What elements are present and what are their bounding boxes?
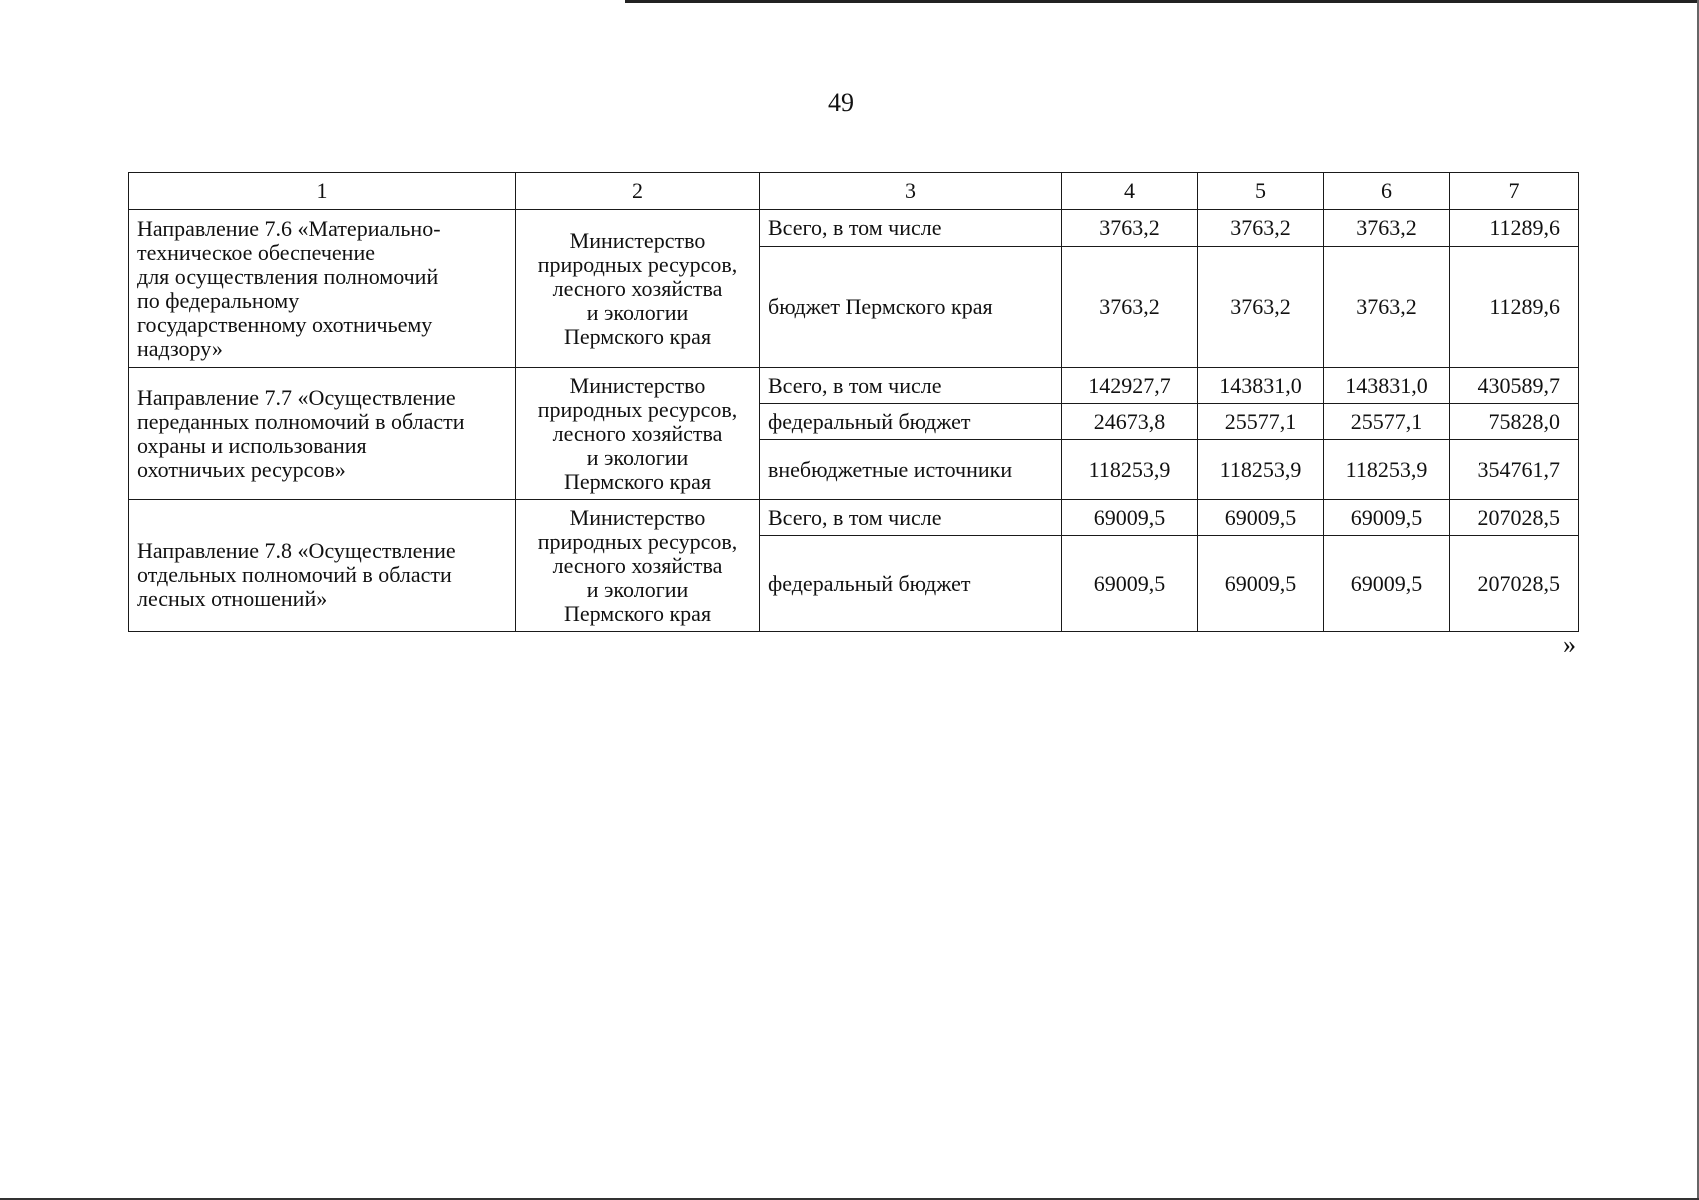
direction-line: Направление 7.7 «Осуществление xyxy=(137,384,456,410)
organization-line: и экологии xyxy=(586,444,689,470)
value-cell: 118253,9 xyxy=(1198,440,1324,500)
funding-source-cell: федеральный бюджет xyxy=(760,536,1062,632)
value-cell: 143831,0 xyxy=(1324,368,1450,404)
organization-line: Пермского края xyxy=(563,468,712,494)
total-value-cell: 430589,7 xyxy=(1450,368,1579,404)
value-cell: 118253,9 xyxy=(1062,440,1198,500)
organization-line: и экологии xyxy=(586,576,689,602)
organization-line: лесного хозяйства xyxy=(552,275,723,301)
direction-line: лесных отношений» xyxy=(137,585,328,611)
organization-line: природных ресурсов, xyxy=(537,396,738,422)
direction-line: переданных полномочий в области xyxy=(137,408,465,434)
value-cell: 3763,2 xyxy=(1198,247,1324,368)
funding-source-cell: внебюджетные источники xyxy=(760,440,1062,500)
organization-line: Пермского края xyxy=(563,323,712,349)
value-cell: 69009,5 xyxy=(1324,536,1450,632)
direction-line: надзору» xyxy=(137,335,223,361)
organization-cell xyxy=(516,210,760,368)
value-cell: 24673,8 xyxy=(1062,404,1198,440)
header-row xyxy=(129,173,1579,210)
header-cell-6: 6 xyxy=(1324,173,1450,210)
scan-edge-top xyxy=(625,0,1699,3)
value-cell: 3763,2 xyxy=(1198,210,1324,247)
funding-source-cell: Всего, в том числе xyxy=(760,500,1062,536)
direction-cell xyxy=(129,368,516,500)
organization-line: и экологии xyxy=(586,299,689,325)
header-cell-1: 1 xyxy=(129,173,516,210)
funding-source-cell: федеральный бюджет xyxy=(760,404,1062,440)
organization-line: Министерство xyxy=(569,504,706,530)
organization-cell xyxy=(516,368,760,500)
table-row xyxy=(129,368,1579,404)
organization-line: Пермского края xyxy=(563,600,712,626)
table-row xyxy=(129,500,1579,536)
direction-line: для осуществления полномочий xyxy=(137,263,439,289)
organization-cell xyxy=(516,500,760,632)
direction-line: отдельных полномочий в области xyxy=(137,561,452,587)
organization-line: природных ресурсов, xyxy=(537,251,738,277)
direction-line: охраны и использования xyxy=(137,432,367,458)
total-value-cell: 354761,7 xyxy=(1450,440,1579,500)
direction-line: охотничьих ресурсов» xyxy=(137,456,346,482)
direction-line: техническое обеспечение xyxy=(137,239,375,265)
total-value-cell: 11289,6 xyxy=(1450,247,1579,368)
direction-line: государственному охотничьему xyxy=(137,311,433,337)
value-cell: 25577,1 xyxy=(1198,404,1324,440)
value-cell: 142927,7 xyxy=(1062,368,1198,404)
organization-line: лесного хозяйства xyxy=(552,552,723,578)
value-cell: 69009,5 xyxy=(1062,536,1198,632)
value-cell: 69009,5 xyxy=(1062,500,1198,536)
value-cell: 3763,2 xyxy=(1324,210,1450,247)
header-cell-4: 4 xyxy=(1062,173,1198,210)
organization-line: Министерство xyxy=(569,372,706,398)
value-cell: 143831,0 xyxy=(1198,368,1324,404)
budget-table xyxy=(128,172,1579,632)
organization-line: лесного хозяйства xyxy=(552,420,723,446)
direction-cell xyxy=(129,210,516,368)
total-value-cell: 207028,5 xyxy=(1450,536,1579,632)
value-cell: 3763,2 xyxy=(1324,247,1450,368)
header-cell-7: 7 xyxy=(1450,173,1579,210)
header-cell-5: 5 xyxy=(1198,173,1324,210)
value-cell: 69009,5 xyxy=(1198,536,1324,632)
direction-line: Направление 7.6 «Материально- xyxy=(137,215,441,241)
page-number: 49 xyxy=(828,88,854,117)
direction-line: Направление 7.8 «Осуществление xyxy=(137,537,456,563)
organization-line: Министерство xyxy=(569,227,706,253)
direction-line: по федеральному xyxy=(137,287,300,313)
total-value-cell: 207028,5 xyxy=(1450,500,1579,536)
funding-source-cell: Всего, в том числе xyxy=(760,368,1062,404)
closing-quote-mark: » xyxy=(1563,630,1576,659)
header-cell-2: 2 xyxy=(516,173,760,210)
table-row xyxy=(129,210,1579,247)
value-cell: 69009,5 xyxy=(1324,500,1450,536)
value-cell: 118253,9 xyxy=(1324,440,1450,500)
funding-source-cell: Всего, в том числе xyxy=(760,210,1062,247)
value-cell: 69009,5 xyxy=(1198,500,1324,536)
total-value-cell: 11289,6 xyxy=(1450,210,1579,247)
value-cell: 3763,2 xyxy=(1062,247,1198,368)
total-value-cell: 75828,0 xyxy=(1450,404,1579,440)
value-cell: 25577,1 xyxy=(1324,404,1450,440)
funding-source-cell: бюджет Пермского края xyxy=(760,247,1062,368)
organization-line: природных ресурсов, xyxy=(537,528,738,554)
direction-cell xyxy=(129,500,516,632)
header-cell-3: 3 xyxy=(760,173,1062,210)
value-cell: 3763,2 xyxy=(1062,210,1198,247)
